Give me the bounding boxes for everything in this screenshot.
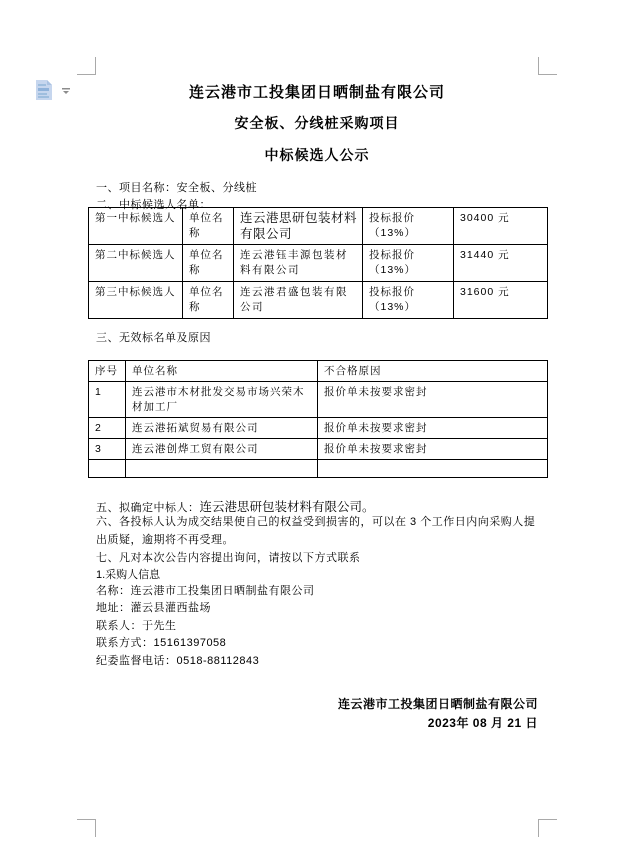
table-row: [89, 418, 548, 439]
contact-phone: 联系方式：15161397058: [96, 637, 227, 650]
invalid-company: [126, 460, 318, 478]
table-row: [89, 208, 548, 245]
signature-date: 2023年 08 月 21 日: [427, 716, 538, 730]
section-winner: [96, 497, 375, 515]
column-header-company: 单位名称: [126, 361, 318, 382]
candidate-rank: 第三中标候选人: [89, 282, 183, 319]
contact-person: 联系人：于先生: [96, 619, 177, 632]
contact-name: 名称：连云港市工投集团日晒制盐有限公司: [96, 585, 315, 597]
column-header-reason: 不合格原因: [318, 361, 548, 382]
contact-supervision-phone: 纪委监督电话：0518-88112843: [96, 654, 260, 667]
row-no: 1: [89, 382, 126, 418]
contact-block: [96, 583, 315, 670]
section-project-name: 一、项目名称：安全板、分线桩: [96, 182, 257, 194]
table-row: [89, 282, 548, 319]
crop-mark-top-right: [538, 57, 557, 75]
invalid-reason: [318, 460, 548, 478]
invalid-bids-table: [88, 360, 548, 478]
signature-block: [88, 695, 538, 733]
section-invalid-bids-heading: 三、无效标名单及原因: [96, 332, 211, 344]
section-candidates-heading: 二、中标候选人名单：: [96, 199, 211, 211]
invalid-reason: 报价单未按要求密封: [318, 418, 548, 439]
table-row-empty: [89, 460, 548, 478]
row-no: [89, 460, 126, 478]
unit-name-label: 单位名称: [183, 245, 234, 282]
bid-price-value: 31600 元: [454, 282, 548, 319]
invalid-company: 连云港创烨工贸有限公司: [126, 439, 318, 460]
invalid-company: 连云港拓斌贸易有限公司: [126, 418, 318, 439]
candidate-company: 连云港君盛包装有限公司: [234, 282, 363, 319]
row-no: 2: [89, 418, 126, 439]
column-header-no: 序号: [89, 361, 126, 382]
section-objection-notice: 六、各投标人认为成交结果使自己的权益受到损害的，可以在 3 个工作日内向采购人提出质疑，逾期将不再受理。: [96, 516, 536, 546]
candidate-company: 连云港钰丰源包装材料有限公司: [234, 245, 363, 282]
table-row: [89, 439, 548, 460]
document-title-announcement: 中标候选人公示: [264, 147, 370, 163]
contact-address: 地址：灌云县灌西盐场: [96, 602, 211, 615]
candidate-company: 连云港思研包装材料有限公司: [234, 208, 363, 245]
candidates-table: [88, 207, 548, 319]
candidate-rank: 第二中标候选人: [89, 245, 183, 282]
crop-mark-bottom-left: [77, 819, 96, 837]
bid-price-value: 31440 元: [454, 245, 548, 282]
winner-prefix: 五、拟确定中标人：: [96, 502, 200, 514]
candidate-rank: 第一中标候选人: [89, 208, 183, 245]
bid-price-label: 投标报价（13%）: [363, 245, 454, 282]
bid-price-label: 投标报价（13%）: [363, 282, 454, 319]
invalid-reason: 报价单未按要求密封: [318, 439, 548, 460]
row-no: 3: [89, 439, 126, 460]
crop-mark-bottom-right: [538, 819, 557, 837]
table-row: [89, 245, 548, 282]
document-title-project: 安全板、分线桩采购项目: [234, 115, 400, 131]
unit-name-label: 单位名称: [183, 282, 234, 319]
document-title-company: 连云港市工投集团日晒制盐有限公司: [188, 84, 445, 101]
bid-price-value: 30400 元: [454, 208, 548, 245]
unit-name-label: 单位名称: [183, 208, 234, 245]
signature-company: 连云港市工投集团日晒制盐有限公司: [337, 697, 538, 711]
table-header-row: [89, 361, 548, 382]
bid-price-label: 投标报价（13%）: [363, 208, 454, 245]
table-row: [89, 382, 548, 418]
purchaser-info-heading: 1.采购人信息: [96, 569, 161, 581]
invalid-reason: 报价单未按要求密封: [318, 382, 548, 418]
winner-company: 连云港思研包装材料有限公司。: [199, 500, 375, 514]
crop-mark-top-left: [77, 57, 96, 75]
invalid-company: 连云港市木材批发交易市场兴荣木材加工厂: [126, 382, 318, 418]
section-contact-heading: 七、凡对本次公告内容提出询问，请按以下方式联系: [96, 552, 361, 564]
